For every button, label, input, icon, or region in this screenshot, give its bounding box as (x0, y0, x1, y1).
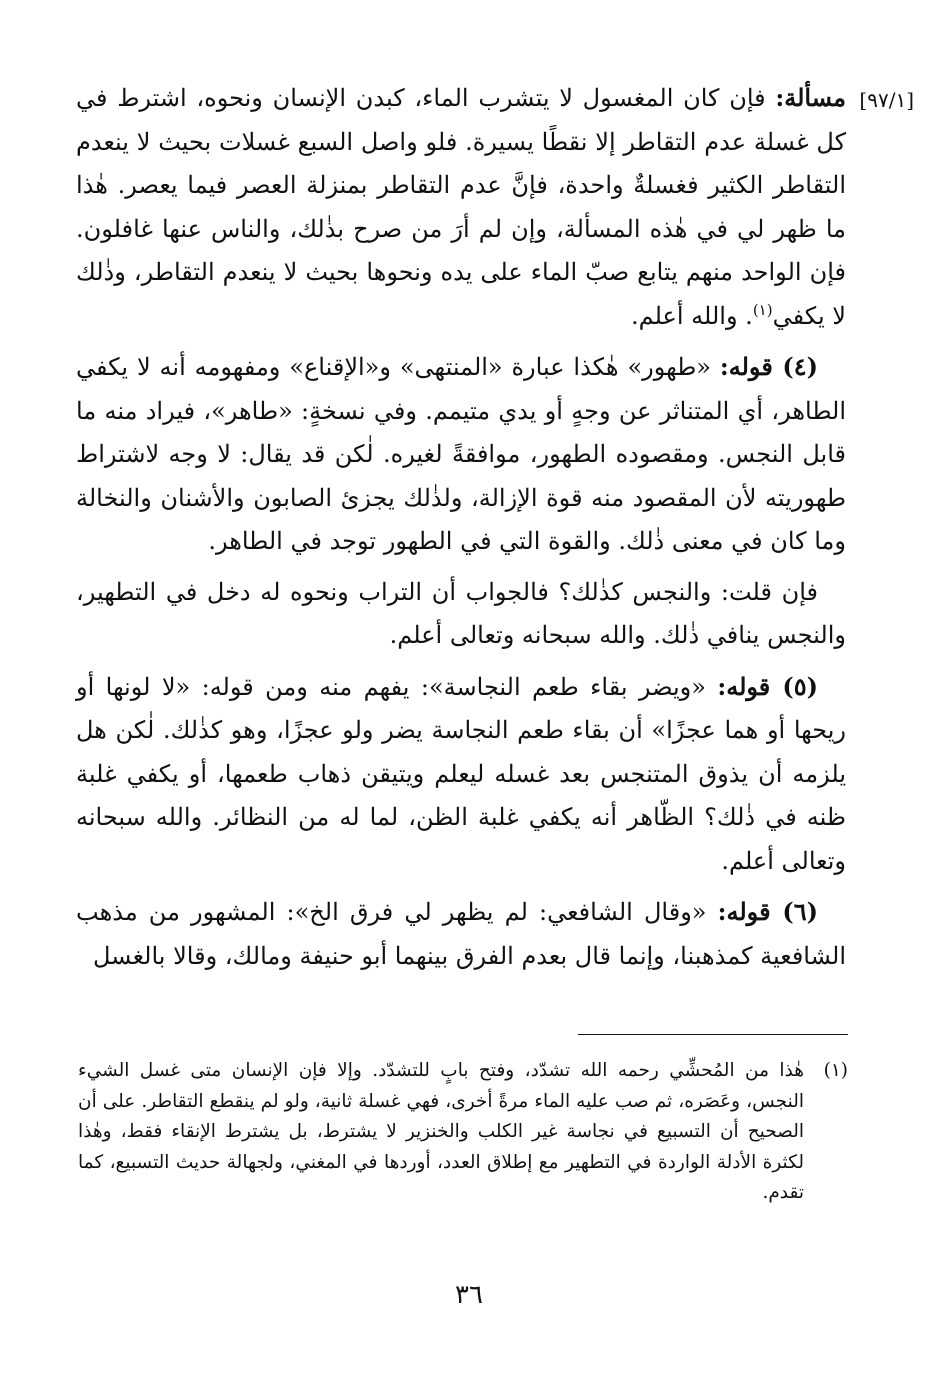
footnote-divider (578, 1034, 848, 1035)
paragraph-text: فإن كان المغسول لا يتشرب الماء، كبدن الإنسان ونحوه، اشترط في كل غسلة عدم التقاطر إلا نقطًا يسيرة. فلو واصل السبع غسلات بحيث لا ينعدم التقاطر الكثير فغسلةٌ واحدة، فإنَّ عدم التقاطر بمنزلة العصر فيما يعصر. هٰذا ما ظهر لي في هٰذه المسألة، وإن لم أرَ من صرح بذٰلك، والناس عنها غافلون. فإن الواحد منهم يتابع صبّ الماء على يده ونحوها بحيث لا ينعدم التقاطر، وذٰلك لا يكفي (76, 84, 846, 330)
footnote-text: هٰذا من المُحشِّي رحمه الله تشدّد، وفتح بابٍ للتشدّد. وإلا فإن الإنسان متى غسل الشيء النجس، وعَصَره، ثم صب عليه الماء مرةً أخرى، فهي غسلة ثانية، ولو لم ينقطع التقاطر. على أن الصحيح أن التسبيع في نجاسة غير الكلب والخنزير لا يشترط، بل يشترط الإنقاء فقط، وهٰذا لكثرة الأدلة الواردة في التطهير مع إطلاق العدد، أوردها في المغني، ولجهالة حديث التسبيع، كما تقدم. (78, 1060, 804, 1203)
paragraph-objection (76, 571, 846, 658)
paragraph-masala (76, 76, 846, 338)
page-number: ٣٦ (455, 1280, 483, 1310)
footnotes-section (78, 1056, 848, 1209)
paragraph-tail: . والله أعلم. (631, 301, 753, 330)
paragraph-text: «وقال الشافعي: لم يظهر لي فرق الخ»: المشهور من مذهب الشافعية كمذهبنا، وإنما قال بعدم الفرق بينهما أبو حنيفة ومالك، وقالا بالغسل (76, 898, 846, 970)
paragraph-text: «طهور» هٰكذا عبارة «المنتهى» و«الإقناع» ومفهومه أنه لا يكفي الطاهر، أي المتناثر عن وجهٍ أو يدي متيمم. وفي نسخةٍ: «طاهر»، فيراد منه ما قابل النجس. ومقصوده الطهور، موافقةً لغيره. لٰكن قد يقال: لا وجه لاشتراط طهوريته لأن المقصود منه قوة الإزالة، ولذٰلك يجزئ الصابون والأشنان والنخالة وما كان في معنى ذٰلك. والقوة التي في الطهور توجد في الطاهر. (76, 353, 846, 555)
footnote-number: (١) (823, 1060, 848, 1081)
margin-reference: [٩٧/١] (859, 88, 914, 112)
paragraph-lead: مسألة: (775, 83, 846, 112)
paragraph-lead: (٥) قوله: (717, 671, 818, 701)
paragraph-note-4 (76, 345, 846, 564)
footnote-item (78, 1056, 848, 1209)
paragraph-note-6 (76, 890, 846, 978)
main-text-body (76, 76, 846, 985)
paragraph-text: فإن قلت: والنجس كذٰلك؟ فالجواب أن التراب ونحوه له دخل في التطهير، والنجس ينافي ذٰلك. والله سبحانه وتعالى أعلم. (76, 577, 846, 649)
paragraph-note-5 (76, 665, 846, 884)
footnote-marker: (١) (752, 300, 773, 319)
paragraph-text: «ويضر بقاء طعم النجاسة»: يفهم منه ومن قوله: «لا لونها أو ريحها أو هما عجزًا» أن بقاء طعم النجاسة يضر ولو عجزًا، وهو كذٰلك. لٰكن هل يلزمه أن يذوق المتنجس بعد غسله ليعلم ويتيقن ذهاب طعمها، أو يكفي غلبة ظنه في ذٰلك؟ الظّاهر أنه يكفي غلبة الظن، لما له من النظائر. والله سبحانه وتعالى أعلم. (76, 672, 847, 875)
paragraph-lead: (٤) قوله: (719, 352, 819, 381)
paragraph-lead: (٦) قوله: (717, 897, 818, 926)
